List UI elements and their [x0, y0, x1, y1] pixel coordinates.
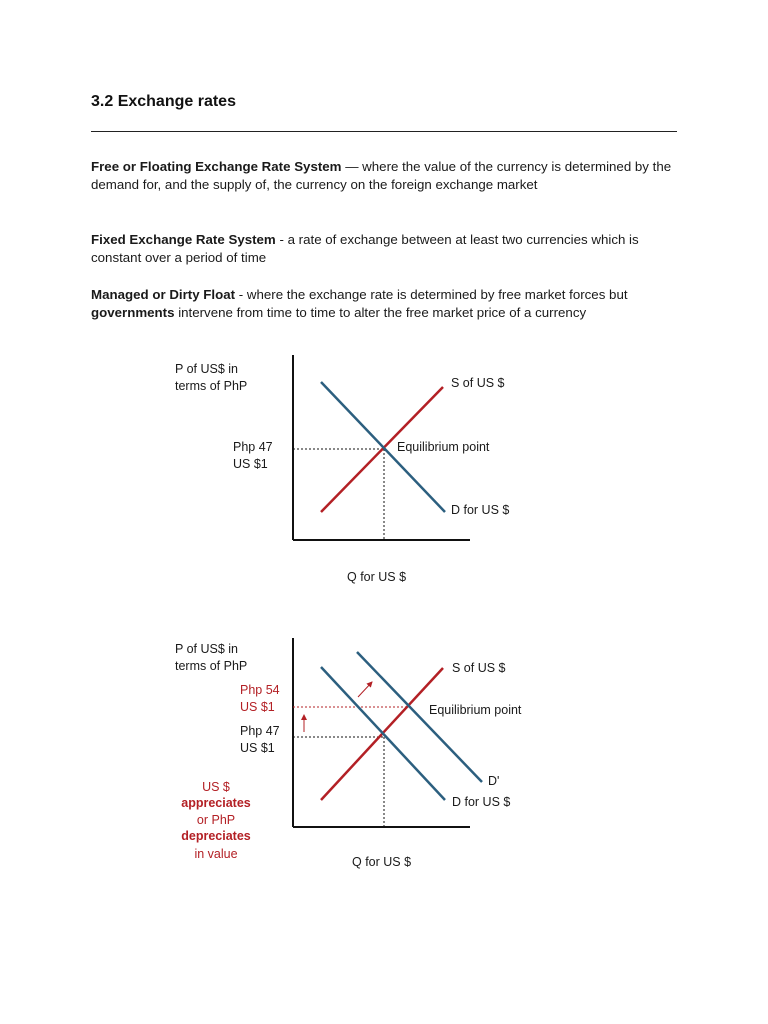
definition-managed [91, 286, 691, 322]
definition-fixed-text: - a rate of exchange between at least two currencies which is constant over a period of time [91, 232, 639, 265]
y-axis-label-line2: terms of PhP [175, 659, 248, 673]
y-axis-label-line1: P of US$ in [175, 642, 239, 656]
new-price-label-line2: US $1 [240, 700, 275, 714]
y-axis-label-line2: terms of PhP [175, 379, 248, 393]
equilibrium-label: Equilibrium point [429, 703, 522, 717]
term-floating: Free or Floating Exchange Rate System [91, 159, 342, 174]
appreciation-note-line3: or PhP [196, 813, 236, 827]
x-axis-label: Q for US $ [352, 855, 412, 869]
old-price-label-line1: Php 47 [240, 724, 280, 738]
term-governments: governments [91, 305, 175, 320]
definition-floating-text: — where the value of the currency is determined by the demand for, and the supply of, the currency on the foreign exchange market [91, 159, 672, 192]
page-title: 3.2 Exchange rates [91, 93, 236, 110]
term-fixed: Fixed Exchange Rate System [91, 232, 276, 247]
definition-managed-text-a: - where the exchange rate is determined by free market forces but [235, 287, 628, 302]
definition-floating [91, 158, 691, 194]
definition-managed-text-b: intervene from time to time to alter the free market price of a currency [174, 305, 587, 320]
new-demand-label: D' [488, 774, 500, 788]
x-axis-label: Q for US $ [347, 570, 407, 584]
price-label-line2: US $1 [233, 457, 268, 471]
appreciation-note-line2: appreciates [181, 796, 251, 810]
appreciation-note-line4: depreciates [181, 829, 251, 843]
price-label-line1: Php 47 [233, 440, 273, 454]
term-managed: Managed or Dirty Float [91, 287, 236, 302]
demand-shift-arrow [358, 682, 372, 697]
title-underline [91, 131, 677, 132]
supply-label: S of US $ [451, 376, 505, 390]
supply-label: S of US $ [452, 661, 506, 675]
equilibrium-diagram [0, 345, 768, 605]
demand-label: D for US $ [451, 503, 510, 517]
demand-shift-diagram [0, 630, 768, 890]
demand-label: D for US $ [452, 795, 511, 809]
appreciation-note-line1: US $ [202, 780, 230, 794]
new-price-label-line1: Php 54 [240, 683, 280, 697]
equilibrium-label: Equilibrium point [397, 440, 490, 454]
definition-fixed [91, 231, 691, 267]
old-price-label-line2: US $1 [240, 741, 275, 755]
y-axis-label-line1: P of US$ in [175, 362, 239, 376]
appreciation-note-line5: in value [194, 847, 238, 861]
